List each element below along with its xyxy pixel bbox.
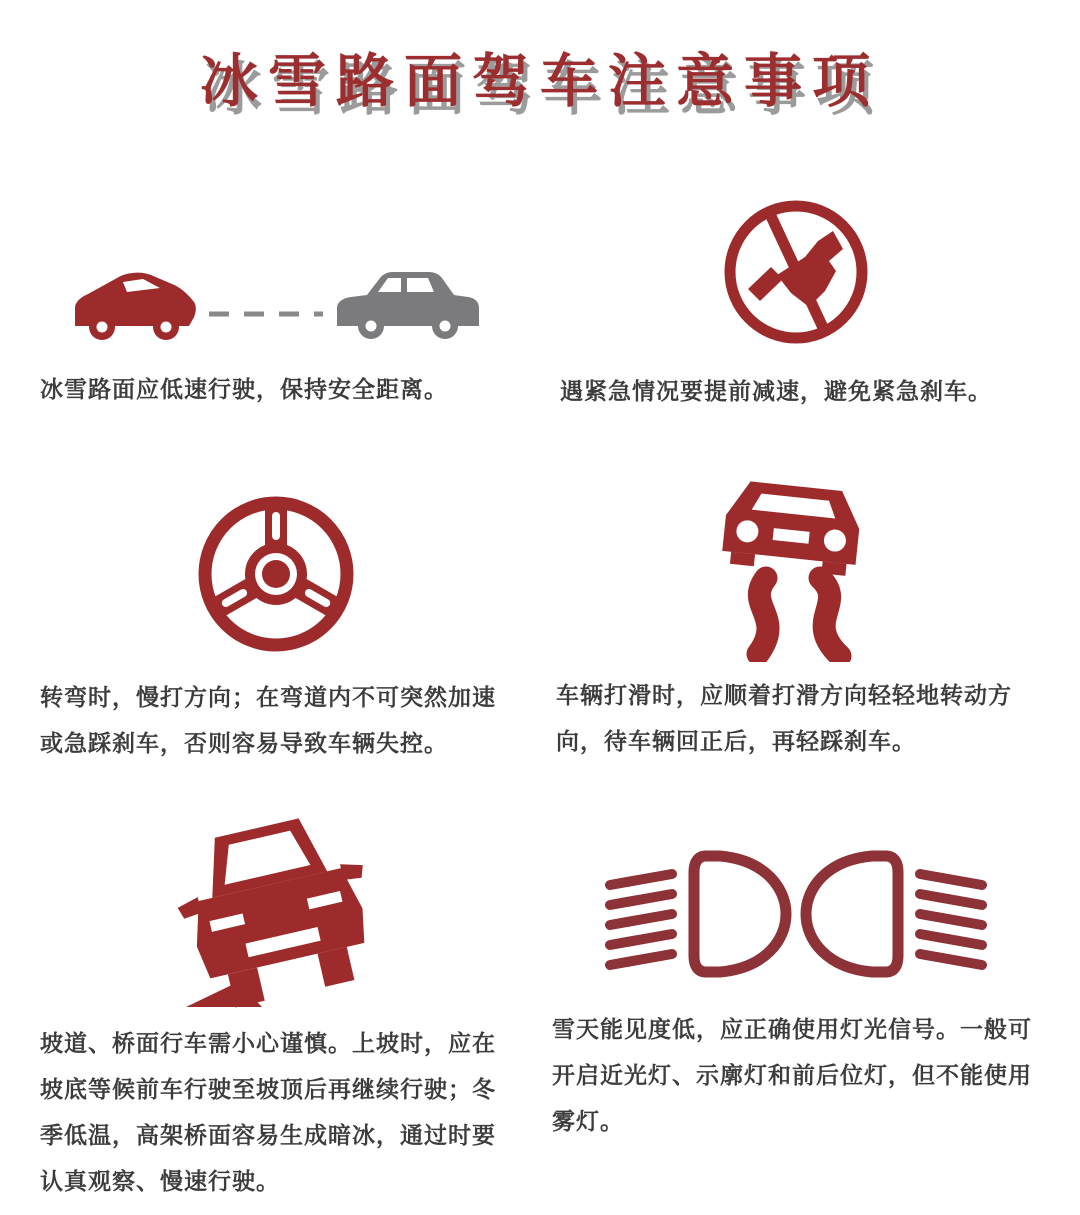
no-hard-braking-icon <box>721 197 871 347</box>
section-gentle-steering <box>40 488 512 766</box>
caption-keep-distance: 冰雪路面应低速行驶，保持安全距离。 <box>40 376 448 402</box>
caption-slopes-bridges: 坡道、桥面行车需小心谨慎。上坡时，应在坡底等候前车行驶至坡顶后再继续行驶；冬季低温，高架桥面容易生成暗冰，通过时要认真观察、慢速行驶。 <box>40 1030 496 1194</box>
section-no-hard-braking <box>560 196 1032 414</box>
caption-use-lights: 雪天能见度低，应正确使用灯光信号。一般可开启近光灯、示廓灯和前后位灯，但不能使用雾灯。 <box>552 1016 1032 1134</box>
distance-cars-icon <box>71 256 481 348</box>
section-skid-control <box>556 478 1028 764</box>
section-keep-distance <box>40 190 512 412</box>
car-skid-icon <box>690 478 895 662</box>
headlights-icon <box>600 848 992 980</box>
caption-skid-control: 车辆打滑时，应顺着打滑方向轻轻地转动方向，待车辆回正后，再轻踩刹车。 <box>556 682 1012 754</box>
caption-gentle-steering: 转弯时，慢打方向；在弯道内不可突然加速或急踩刹车，否则容易导致车辆失控。 <box>40 684 496 756</box>
car-on-slope-icon <box>174 816 379 1011</box>
caption-no-hard-braking: 遇紧急情况要提前减速，避免紧急刹车。 <box>560 378 992 404</box>
page-title: 冰雪路面驾车注意事项 <box>199 49 880 114</box>
section-slopes-bridges <box>40 818 512 1204</box>
section-use-lights <box>552 846 1040 1144</box>
steering-wheel-icon <box>192 490 360 658</box>
